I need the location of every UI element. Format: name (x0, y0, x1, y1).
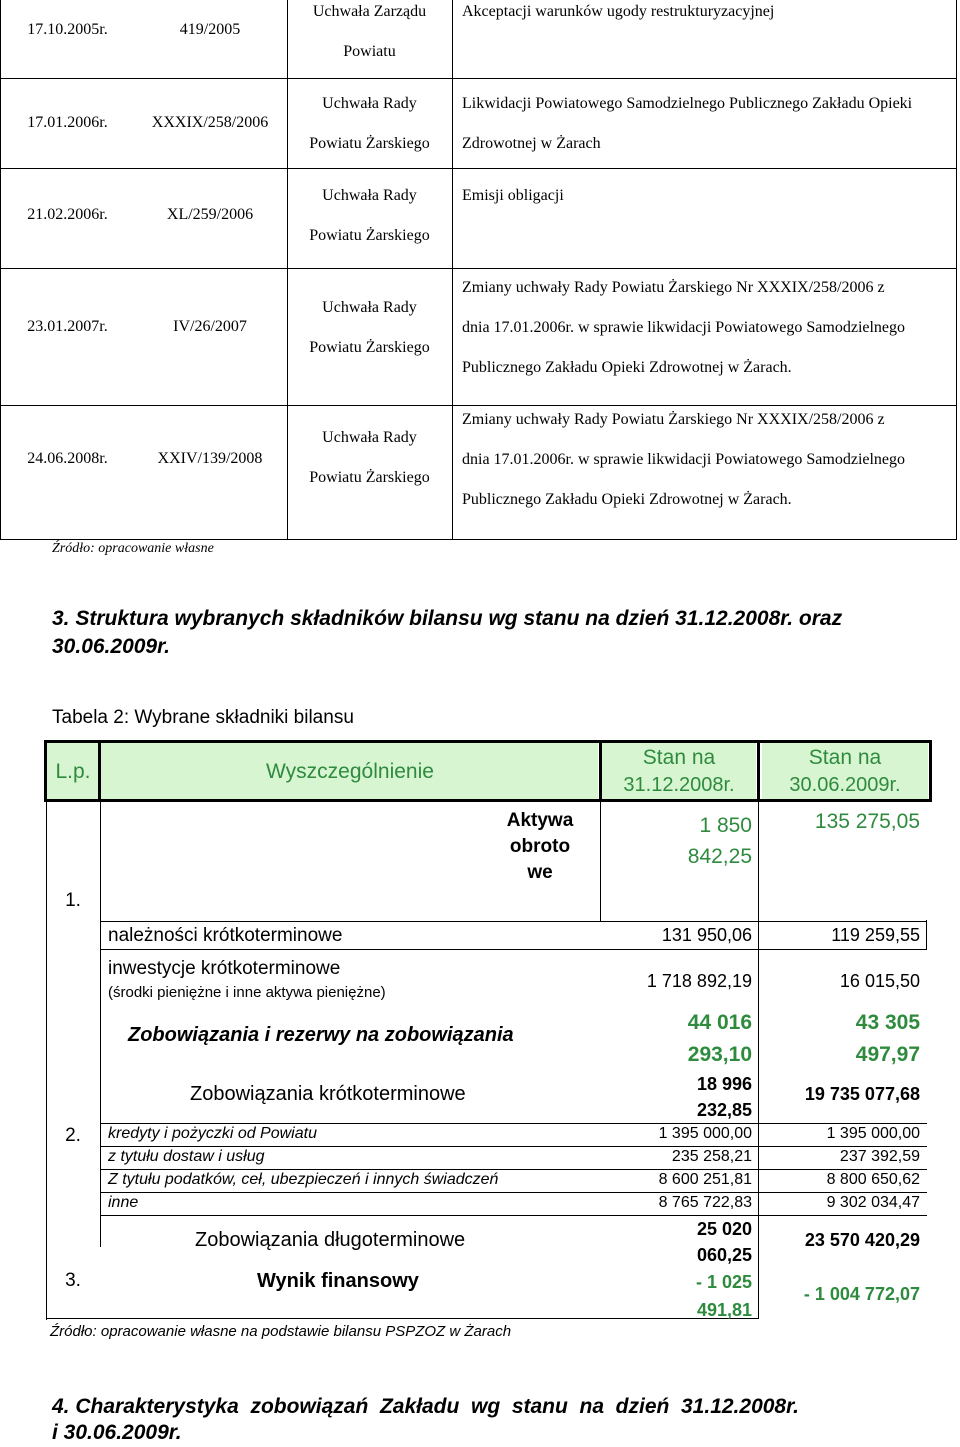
dlugoterminowe-value-2008 (600, 1216, 752, 1268)
item-label: należności krótkoterminowe (108, 925, 343, 946)
wynik-value-2008 (600, 1268, 752, 1324)
row-divider (0, 168, 957, 169)
table-border (44, 799, 932, 802)
table-border (956, 0, 957, 540)
row-number: XL/259/2006 (166, 206, 254, 223)
row-subject: Zdrowotnej w Żarach (462, 135, 601, 152)
section-heading: 30.06.2009r. (52, 635, 170, 658)
value-line: 232,85 (696, 1100, 752, 1120)
row-date: 17.10.2005r. (27, 21, 108, 38)
sub-item-value-2008: 1 395 000,00 (658, 1125, 752, 1142)
row-subject: Zmiany uchwały Rady Powiatu Żarskiego Nr XXXIX/258/2006 z (462, 411, 885, 428)
row-date: 24.06.2008r. (27, 450, 108, 467)
sub-item-label: Z tytułu podatków, ceł, ubezpieczeń i innych świadczeń (108, 1171, 499, 1188)
value-line: 842,25 (687, 845, 752, 868)
table-border (929, 740, 932, 802)
value-line: 44 016 (687, 1011, 752, 1034)
section-heading: 3. Struktura wybranych składników bilansu wg stanu na dzień 31.12.2008r. oraz (52, 607, 843, 630)
row-type: Uchwała Rady (322, 299, 417, 316)
krotkoterminowe-value-2009: 19 735 077,68 (804, 1084, 920, 1104)
row-number: XXIV/139/2008 (157, 450, 263, 467)
value-line: 1 850 (699, 814, 752, 837)
section-heading: i 30.06.2009r. (52, 1421, 182, 1444)
sub-item-value-2008: 8 600 251,81 (658, 1171, 752, 1188)
wynik-value-2009: - 1 004 772,07 (803, 1284, 920, 1304)
zobowiazania-value-2009 (760, 1007, 920, 1071)
header-item: Wyszczególnienie (266, 760, 434, 783)
row-date: 17.01.2006r. (27, 114, 108, 131)
table-source-note: Źródło: opracowanie własne (52, 541, 214, 556)
row-lp: 1. (65, 890, 81, 911)
value-2008: 1 718 892,19 (646, 971, 752, 991)
table-border (100, 802, 101, 1247)
dlugoterminowe-value-2009: 23 570 420,29 (804, 1230, 920, 1250)
row-number: XXXIX/258/2006 (151, 114, 269, 131)
header-col1: 31.12.2008r. (623, 774, 735, 796)
aktywa-label-line: Aktywa (506, 810, 574, 831)
value-line: 293,10 (687, 1043, 752, 1066)
table-border (44, 740, 47, 802)
table-border (100, 1169, 927, 1170)
row-lp: 3. (65, 1270, 81, 1291)
row-divider (0, 539, 957, 540)
table-caption: Tabela 2: Wybrane składniki bilansu (52, 707, 354, 728)
value-line: 491,81 (696, 1300, 752, 1320)
table-border (46, 802, 47, 1320)
row-subject: dnia 17.01.2006r. w sprawie likwidacji Powiatowego Samodzielnego (462, 451, 906, 468)
row-date: 21.02.2006r. (27, 206, 108, 223)
table-border (100, 921, 927, 922)
table-source-note: Źródło: opracowanie własne na podstawie bilansu PSPZOZ w Żarach (50, 1323, 512, 1340)
row-type: Powiatu Żarskiego (309, 227, 430, 244)
sub-item-value-2009: 1 395 000,00 (826, 1125, 920, 1142)
table-border (100, 1215, 927, 1216)
header-col2: Stan na (808, 746, 882, 769)
row-type: Powiatu (343, 43, 396, 60)
row-divider (0, 78, 957, 79)
value-line: - 1 025 (695, 1272, 752, 1292)
table-border (44, 740, 932, 743)
row-date: 23.01.2007r. (27, 318, 108, 335)
row-type: Uchwała Rady (322, 429, 417, 446)
value-line: 497,97 (855, 1043, 920, 1066)
krotkoterminowe-value-2008 (600, 1071, 752, 1123)
header-lp: L.p. (55, 760, 91, 783)
value-line: 060,25 (696, 1245, 752, 1265)
table-border (100, 1192, 927, 1193)
row-number: IV/26/2007 (173, 318, 247, 335)
row-type: Powiatu Żarskiego (309, 469, 430, 486)
resolutions-table (0, 0, 957, 540)
table-border (757, 740, 760, 802)
table-border (100, 949, 927, 950)
value-2008: 131 950,06 (661, 925, 752, 945)
aktywa-value-2008 (600, 810, 752, 872)
row-subject: Akceptacji warunków ugody restrukturyzacyjnej (462, 3, 775, 20)
aktywa-label (500, 808, 580, 886)
row-type: Uchwała Zarządu (312, 3, 427, 20)
item-sublabel: (środki pieniężne i inne aktywa pieniężne) (108, 984, 386, 1001)
aktywa-label-line: obroto (509, 836, 571, 857)
value-2009: 119 259,55 (831, 925, 920, 945)
item-label: inwestycje krótkoterminowe (108, 958, 341, 979)
zobowiazania-value-2008 (600, 1007, 752, 1071)
sub-item-value-2008: 8 765 722,83 (658, 1194, 752, 1211)
row-type: Uchwała Rady (322, 95, 417, 112)
row-type: Powiatu Żarskiego (309, 339, 430, 356)
sub-item-value-2008: 235 258,21 (671, 1148, 752, 1165)
sub-item-value-2009: 8 800 650,62 (826, 1171, 920, 1188)
header-col1: Stan na (642, 746, 716, 769)
value-line: 18 996 (696, 1074, 752, 1094)
table-border (599, 740, 602, 802)
table-border (100, 1146, 927, 1147)
sub-item-label: inne (108, 1194, 139, 1211)
table-border (98, 740, 101, 802)
sub-item-value-2009: 9 302 034,47 (826, 1194, 920, 1211)
value-line: 43 305 (855, 1011, 920, 1034)
table-border (452, 0, 453, 540)
table-border (926, 920, 927, 950)
row-subject: Likwidacji Powiatowego Samodzielnego Publicznego Zakładu Opieki (462, 95, 913, 112)
table-border (100, 1123, 927, 1124)
sub-item-label: kredyty i pożyczki od Powiatu (108, 1125, 317, 1142)
section-heading: 4. Charakterystyka zobowiązań Zakładu wg stanu na dzień 31.12.2008r. (52, 1395, 799, 1418)
row-subject: Emisji obligacji (462, 187, 564, 204)
value-2009: 16 015,50 (839, 971, 920, 991)
item-label: Zobowiązania i rezerwy na zobowiązania (128, 1024, 514, 1046)
row-type: Powiatu Żarskiego (309, 135, 430, 152)
row-lp: 2. (65, 1125, 81, 1146)
value-line: 25 020 (696, 1219, 752, 1239)
item-label: Zobowiązania długoterminowe (195, 1229, 466, 1251)
row-number: 419/2005 (179, 21, 241, 38)
row-type: Uchwała Rady (322, 187, 417, 204)
row-subject: Publicznego Zakładu Opieki Zdrowotnej w Żarach. (462, 491, 792, 508)
sub-item-label: z tytułu dostaw i usług (108, 1148, 265, 1165)
table-border (758, 802, 759, 1318)
item-label: Zobowiązania krótkoterminowe (190, 1083, 466, 1105)
sub-item-value-2009: 237 392,59 (839, 1148, 920, 1165)
aktywa-label-line: we (527, 862, 553, 883)
header-col2: 30.06.2009r. (789, 774, 901, 796)
aktywa-value-2009: 135 275,05 (814, 810, 920, 833)
row-subject: Publicznego Zakładu Opieki Zdrowotnej w Żarach. (462, 359, 792, 376)
row-subject: Zmiany uchwały Rady Powiatu Żarskiego Nr XXXIX/258/2006 z (462, 279, 885, 296)
row-subject: dnia 17.01.2006r. w sprawie likwidacji Powiatowego Samodzielnego (462, 319, 906, 336)
item-label: Wynik finansowy (257, 1270, 419, 1292)
